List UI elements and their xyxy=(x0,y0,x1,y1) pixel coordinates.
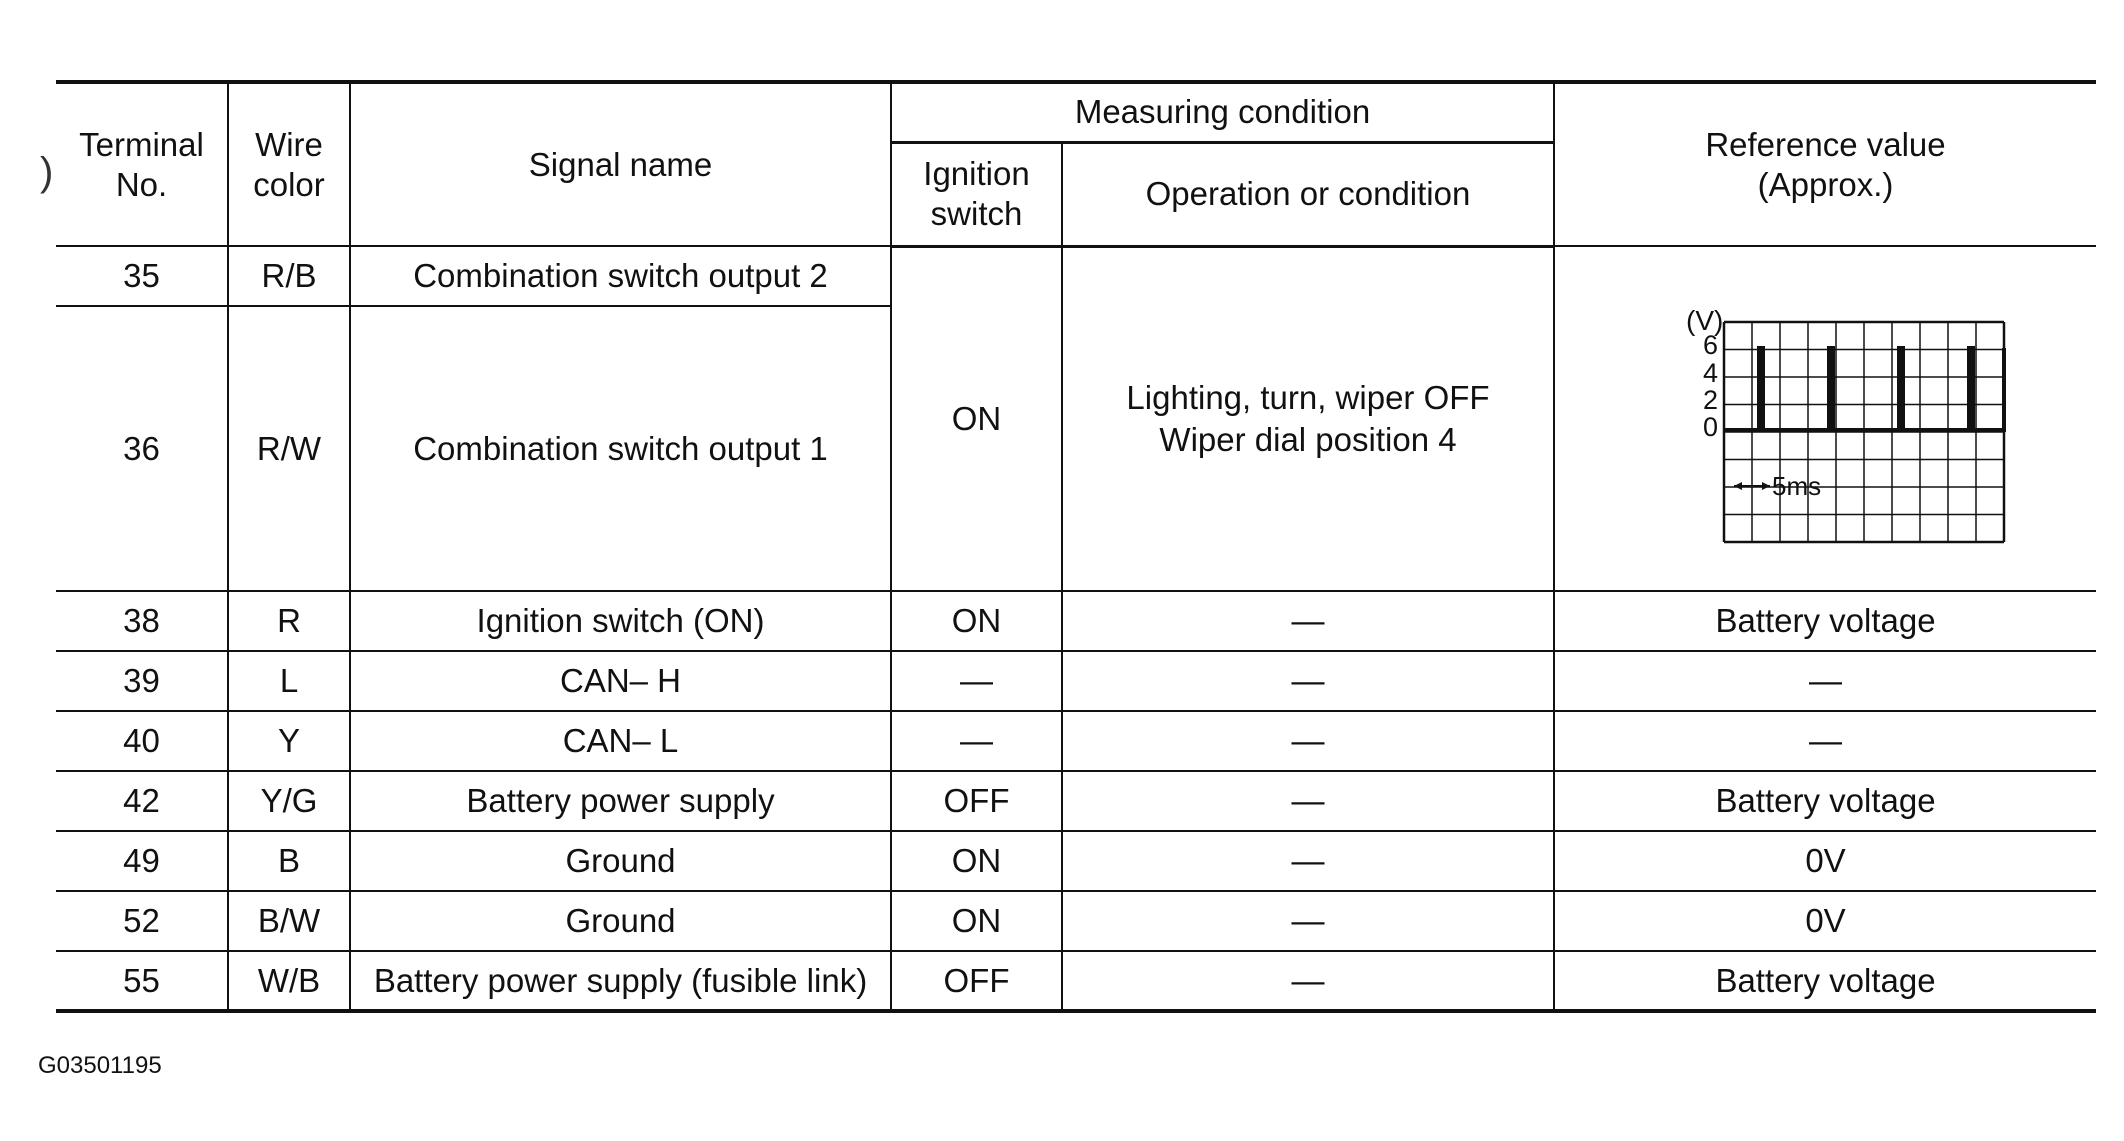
ignition-cell: ON xyxy=(891,246,1062,591)
wire-color-cell: Y/G xyxy=(228,771,350,831)
signal-name-cell: Battery power supply xyxy=(350,771,891,831)
signal-name-cell: CAN– H xyxy=(350,651,891,711)
waveform-graph xyxy=(1646,294,2006,544)
ignition-cell: OFF xyxy=(891,951,1062,1011)
operation-cell: — xyxy=(1062,891,1554,951)
ignition-cell: ON xyxy=(891,831,1062,891)
reference-value-cell: 0V xyxy=(1554,891,2096,951)
signal-name-cell: Combination switch output 1 xyxy=(350,306,891,591)
header-signal-name: Signal name xyxy=(350,82,891,246)
wire-color-cell: L xyxy=(228,651,350,711)
header-wire-color: Wire color xyxy=(228,82,350,246)
terminal-cell: 40 xyxy=(56,711,228,771)
terminal-cell: 35 xyxy=(56,246,228,306)
reference-value-cell: — xyxy=(1554,711,2096,771)
terminal-reference-table xyxy=(56,80,2096,1013)
signal-name-cell: Battery power supply (fusible link) xyxy=(350,951,891,1011)
terminal-cell: 52 xyxy=(56,891,228,951)
header-measuring-condition: Measuring condition xyxy=(891,82,1554,142)
signal-name-cell: Ground xyxy=(350,891,891,951)
ignition-cell: ON xyxy=(891,591,1062,651)
operation-cell: — xyxy=(1062,951,1554,1011)
terminal-cell: 42 xyxy=(56,771,228,831)
reference-value-cell: — xyxy=(1554,651,2096,711)
operation-cell: — xyxy=(1062,651,1554,711)
waveform-y-tick: 6 xyxy=(1702,329,1718,360)
operation-cell: — xyxy=(1062,831,1554,891)
table-row xyxy=(56,651,2096,711)
waveform-y-tick: 2 xyxy=(1702,384,1718,415)
table-body xyxy=(56,246,2096,1011)
figure-code: G03501195 xyxy=(38,1052,162,1079)
wire-color-cell: R/W xyxy=(228,306,350,591)
terminal-cell: 55 xyxy=(56,951,228,1011)
operation-cell: — xyxy=(1062,711,1554,771)
header-ignition-switch: Ignition switch xyxy=(891,142,1062,246)
reference-value-cell: Battery voltage xyxy=(1554,951,2096,1011)
margin-bracket-mark: ) xyxy=(40,150,54,194)
table-row xyxy=(56,711,2096,771)
time-scale-label: 5ms xyxy=(1771,470,1821,501)
table-row xyxy=(56,951,2096,1011)
wire-color-cell: W/B xyxy=(228,951,350,1011)
reference-value-cell: Battery voltage xyxy=(1554,591,2096,651)
terminal-cell: 39 xyxy=(56,651,228,711)
terminal-cell: 49 xyxy=(56,831,228,891)
ignition-cell: — xyxy=(891,711,1062,771)
header-operation-or-condition: Operation or condition xyxy=(1062,142,1554,246)
signal-name-cell: Ground xyxy=(350,831,891,891)
operation-cell: — xyxy=(1062,591,1554,651)
wire-color-cell: B/W xyxy=(228,891,350,951)
terminal-cell: 36 xyxy=(56,306,228,591)
ignition-cell: ON xyxy=(891,891,1062,951)
wire-color-cell: Y xyxy=(228,711,350,771)
wire-color-cell: R/B xyxy=(228,246,350,306)
operation-cell: — xyxy=(1062,771,1554,831)
terminal-cell: 38 xyxy=(56,591,228,651)
operation-cell: Lighting, turn, wiper OFF Wiper dial position 4 xyxy=(1062,246,1554,591)
table-row xyxy=(56,831,2096,891)
ignition-cell: OFF xyxy=(891,771,1062,831)
table-row xyxy=(56,591,2096,651)
reference-waveform-cell xyxy=(1554,246,2096,591)
header-reference-value: Reference value (Approx.) xyxy=(1554,82,2096,246)
signal-name-cell: CAN– L xyxy=(350,711,891,771)
signal-name-cell: Combination switch output 2 xyxy=(350,246,891,306)
waveform-y-tick: 0 xyxy=(1702,411,1718,442)
wire-color-cell: B xyxy=(228,831,350,891)
reference-value-cell: 0V xyxy=(1554,831,2096,891)
table-row xyxy=(56,891,2096,951)
wire-color-cell: R xyxy=(228,591,350,651)
waveform-unit-label: (V) xyxy=(1685,304,1723,336)
waveform-y-tick: 4 xyxy=(1702,357,1718,388)
reference-value-cell: Battery voltage xyxy=(1554,771,2096,831)
header-terminal-no: Terminal No. xyxy=(56,82,228,246)
ignition-cell: — xyxy=(891,651,1062,711)
signal-name-cell: Ignition switch (ON) xyxy=(350,591,891,651)
table-row xyxy=(56,246,2096,306)
table-row xyxy=(56,771,2096,831)
